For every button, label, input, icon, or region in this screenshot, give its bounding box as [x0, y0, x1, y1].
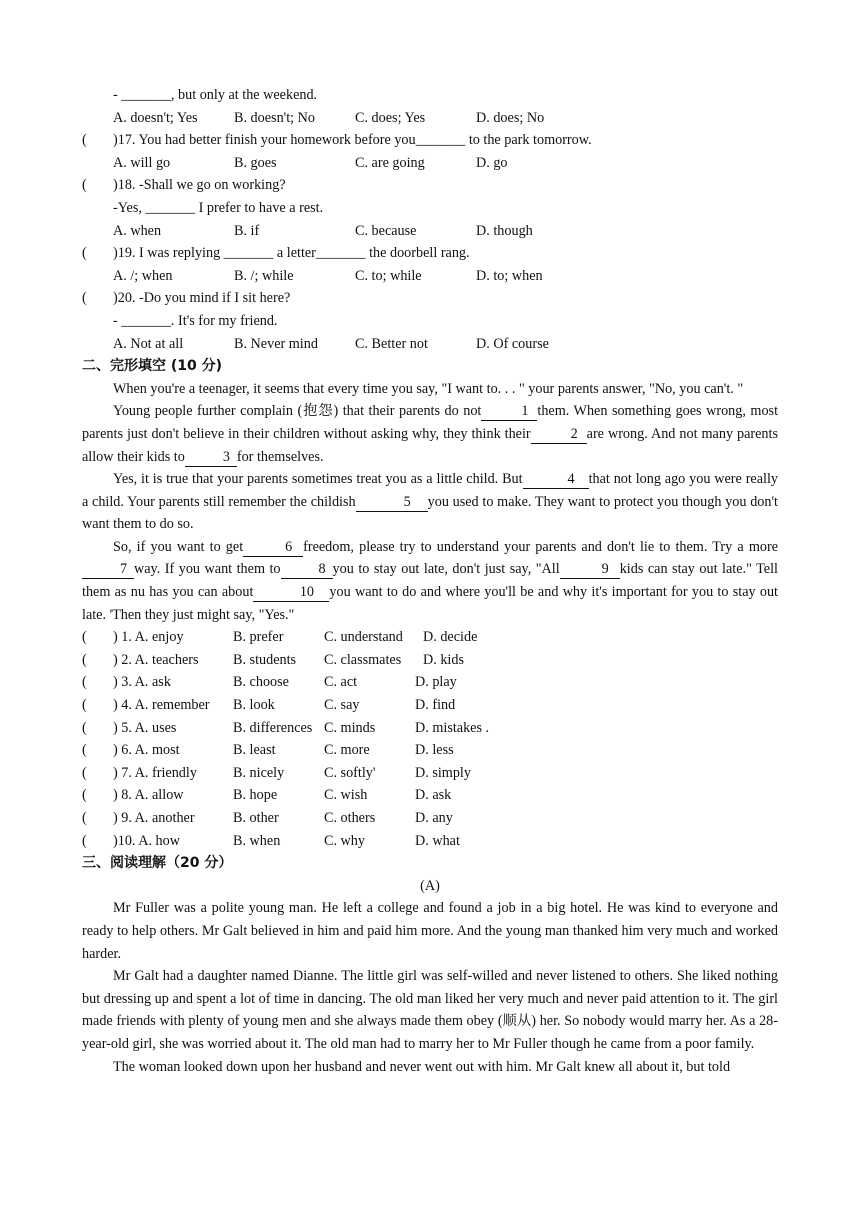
- question-text: )18. -Shall we go on working?: [113, 177, 286, 194]
- option: ) 8. A. allow: [113, 787, 184, 804]
- list-item: [82, 626, 778, 649]
- reading-paragraph-1: Mr Fuller was a polite young man. He left a college and found a job in a big hotel. He was kind to everyone and ready to help others. Mr Galt believed in him and paid him more. And the young man thanked him very much and worked harder.: [82, 900, 778, 962]
- list-item: [82, 717, 778, 740]
- cloze-paragraph-4: [82, 536, 778, 626]
- answer-paren: (: [82, 787, 87, 804]
- option: C. understand: [324, 629, 403, 646]
- option: )10. A. how: [113, 832, 180, 849]
- option: ) 4. A. remember: [113, 697, 210, 714]
- option: B. when: [233, 832, 281, 849]
- q20-stem: [82, 287, 778, 310]
- option: A. Not at all: [113, 335, 184, 352]
- section-heading-reading: 三、阅读理解（20 分）: [82, 855, 233, 872]
- text-run: are wrong. And not many parents allow their kids to: [82, 425, 778, 465]
- answer-paren: (: [82, 674, 87, 691]
- option: B. doesn't; No: [234, 109, 315, 126]
- option: D. any: [415, 810, 453, 826]
- option: A. doesn't; Yes: [113, 109, 198, 126]
- option: B. goes: [234, 154, 277, 171]
- text-run: you used to make. They want to protect you though you don't want them to do so.: [82, 493, 778, 533]
- option: ) 5. A. uses: [113, 719, 177, 736]
- q19-stem: [82, 242, 778, 265]
- cloze-blank: 7: [82, 560, 134, 579]
- option: D. Of course: [476, 335, 549, 352]
- option: A. will go: [113, 154, 171, 171]
- option: B. other: [233, 810, 279, 826]
- exam-page: [82, 84, 778, 1078]
- cloze-options-list: [82, 626, 778, 852]
- q18-line2: -Yes, _______ I prefer to have a rest.: [113, 199, 324, 216]
- text-run: kids can stay out late." Tell them as nu has you can about: [82, 561, 778, 601]
- option: C. minds: [324, 719, 376, 736]
- answer-paren: (: [82, 697, 87, 714]
- option: B. differences: [233, 719, 313, 736]
- option: C. wish: [324, 787, 368, 804]
- answer-paren: (: [82, 132, 87, 149]
- option: B. /; while: [234, 267, 294, 284]
- answer-paren: (: [82, 245, 87, 262]
- cloze-blank: 4: [523, 470, 589, 489]
- option: D. go: [476, 154, 508, 171]
- answer-paren: (: [82, 764, 87, 781]
- text-run: you to stay out late, don't just say, "All: [332, 561, 560, 578]
- option: C. others: [324, 810, 376, 826]
- option: C. because: [355, 222, 417, 239]
- text-run: them. When something goes wrong, most parents just don't believe in their children without asking why, they think their: [82, 403, 779, 442]
- list-item: [82, 830, 778, 853]
- option: B. if: [234, 222, 260, 239]
- cloze-paragraph-1: When you're a teenager, it seems that every time you say, "I want to. . . " your parents answer, "No, you can't. ": [113, 380, 744, 397]
- text-run: So, if you want to get: [113, 538, 244, 555]
- option: ) 1. A. enjoy: [113, 629, 184, 646]
- q16-answer-line: - _______, but only at the weekend.: [113, 87, 318, 103]
- option: A. /; when: [113, 267, 173, 284]
- option: A. when: [113, 222, 162, 239]
- text-run: you want to do and where you'll be and why it's important for you to stay out late. 'Then they just might say, "Yes.": [82, 584, 778, 623]
- option: ) 2. A. teachers: [113, 651, 199, 668]
- cloze-blank: 5: [356, 493, 428, 512]
- q19-options: [82, 265, 778, 288]
- option: B. Never mind: [234, 335, 318, 352]
- reading-paragraph-2: Mr Galt had a daughter named Dianne. The little girl was self-willed and never listened to others. She liked nothing but dressing up and spent a lot of time in dancing. The old man liked her very much and never paid attention to it. The girl made friends with plenty of young men and she always made them obey (顺从) her. So nobody would marry her. As a 28-year-old girl, she was worried about it. The old man had to marry her to Mr Fuller though he came from a poor family.: [82, 968, 778, 1052]
- cloze-blank: 9: [560, 560, 620, 579]
- q20-options: [82, 333, 778, 356]
- option: D. simply: [415, 764, 471, 781]
- option: B. hope: [233, 787, 278, 804]
- answer-paren: (: [82, 832, 87, 849]
- text-run: Young people further complain (抱怨) that their parents do not: [113, 403, 482, 420]
- cloze-blank: 1: [481, 402, 537, 421]
- list-item: [82, 739, 778, 762]
- option: D. mistakes .: [415, 719, 490, 736]
- option: D. find: [415, 697, 456, 714]
- option: B. prefer: [233, 629, 284, 646]
- option: C. does; Yes: [355, 109, 426, 126]
- q18-stem: [82, 174, 778, 197]
- question-text: )19. I was replying _______ a letter_______ the doorbell rang.: [113, 245, 470, 262]
- cloze-blank: 6: [243, 538, 303, 557]
- q17-options: [82, 152, 778, 175]
- answer-paren: (: [82, 742, 87, 759]
- list-item: [82, 807, 778, 830]
- cloze-blank: 8: [281, 560, 333, 579]
- cloze-blank: 2: [531, 425, 587, 444]
- cloze-blank: 10: [253, 583, 329, 602]
- cloze-blank: 3: [185, 448, 237, 467]
- section-heading-cloze: 二、完形填空 (10 分): [82, 358, 223, 375]
- option: C. act: [324, 674, 358, 691]
- answer-paren: (: [82, 629, 87, 646]
- option: ) 3. A. ask: [113, 674, 171, 691]
- option: B. least: [233, 742, 276, 759]
- q17-stem: [82, 129, 778, 152]
- q18-options: [82, 220, 778, 243]
- answer-paren: (: [82, 290, 87, 307]
- answer-paren: (: [82, 651, 87, 668]
- option: C. to; while: [355, 267, 422, 284]
- option: ) 9. A. another: [113, 810, 195, 826]
- option: C. why: [324, 832, 365, 849]
- list-item: [82, 762, 778, 785]
- option: B. choose: [233, 674, 289, 691]
- list-item: [82, 784, 778, 807]
- option: C. softly': [324, 764, 376, 781]
- text-run: for themselves.: [236, 448, 324, 465]
- option: ) 7. A. friendly: [113, 764, 197, 781]
- option: D. what: [415, 832, 460, 849]
- cloze-paragraph-3: [82, 468, 778, 536]
- option: D. decide: [423, 629, 478, 646]
- option: D. does; No: [476, 109, 545, 126]
- answer-paren: (: [82, 719, 87, 736]
- option: C. Better not: [355, 335, 428, 352]
- option: D. ask: [415, 787, 452, 804]
- answer-paren: (: [82, 810, 87, 826]
- text-run: freedom, please try to understand your parents and don't lie to them. Try a more: [303, 538, 778, 555]
- cloze-paragraph-2: [82, 400, 778, 468]
- option: B. look: [233, 697, 275, 714]
- text-run: way. If you want them to: [134, 561, 281, 578]
- list-item: [82, 694, 778, 717]
- q16-options: [82, 107, 778, 130]
- option: C. more: [324, 742, 370, 759]
- option: D. though: [476, 222, 533, 239]
- question-text: )17. You had better finish your homework before you_______ to the park tomorrow.: [113, 132, 592, 149]
- option: ) 6. A. most: [113, 742, 180, 759]
- option: D. play: [415, 674, 457, 691]
- option: D. less: [415, 742, 454, 759]
- option: C. classmates: [324, 651, 402, 668]
- question-text: )20. -Do you mind if I sit here?: [113, 290, 291, 307]
- reading-paragraph-3: The woman looked down upon her husband and never went out with him. Mr Galt knew all about it, but told: [113, 1058, 731, 1075]
- passage-label: (A): [420, 877, 440, 894]
- option: B. students: [233, 651, 297, 668]
- option: B. nicely: [233, 764, 285, 781]
- option: C. say: [324, 697, 360, 714]
- answer-paren: (: [82, 177, 87, 194]
- list-item: [82, 671, 778, 694]
- list-item: [82, 649, 778, 672]
- text-run: that not long ago you were really a child. Your parents still remember the childish: [82, 471, 778, 510]
- option: D. to; when: [476, 267, 543, 284]
- option: C. are going: [355, 154, 425, 171]
- option: D. kids: [423, 651, 464, 668]
- q20-line2: - _______. It's for my friend.: [113, 312, 278, 329]
- text-run: Yes, it is true that your parents sometimes treat you as a little child. But: [113, 471, 523, 488]
